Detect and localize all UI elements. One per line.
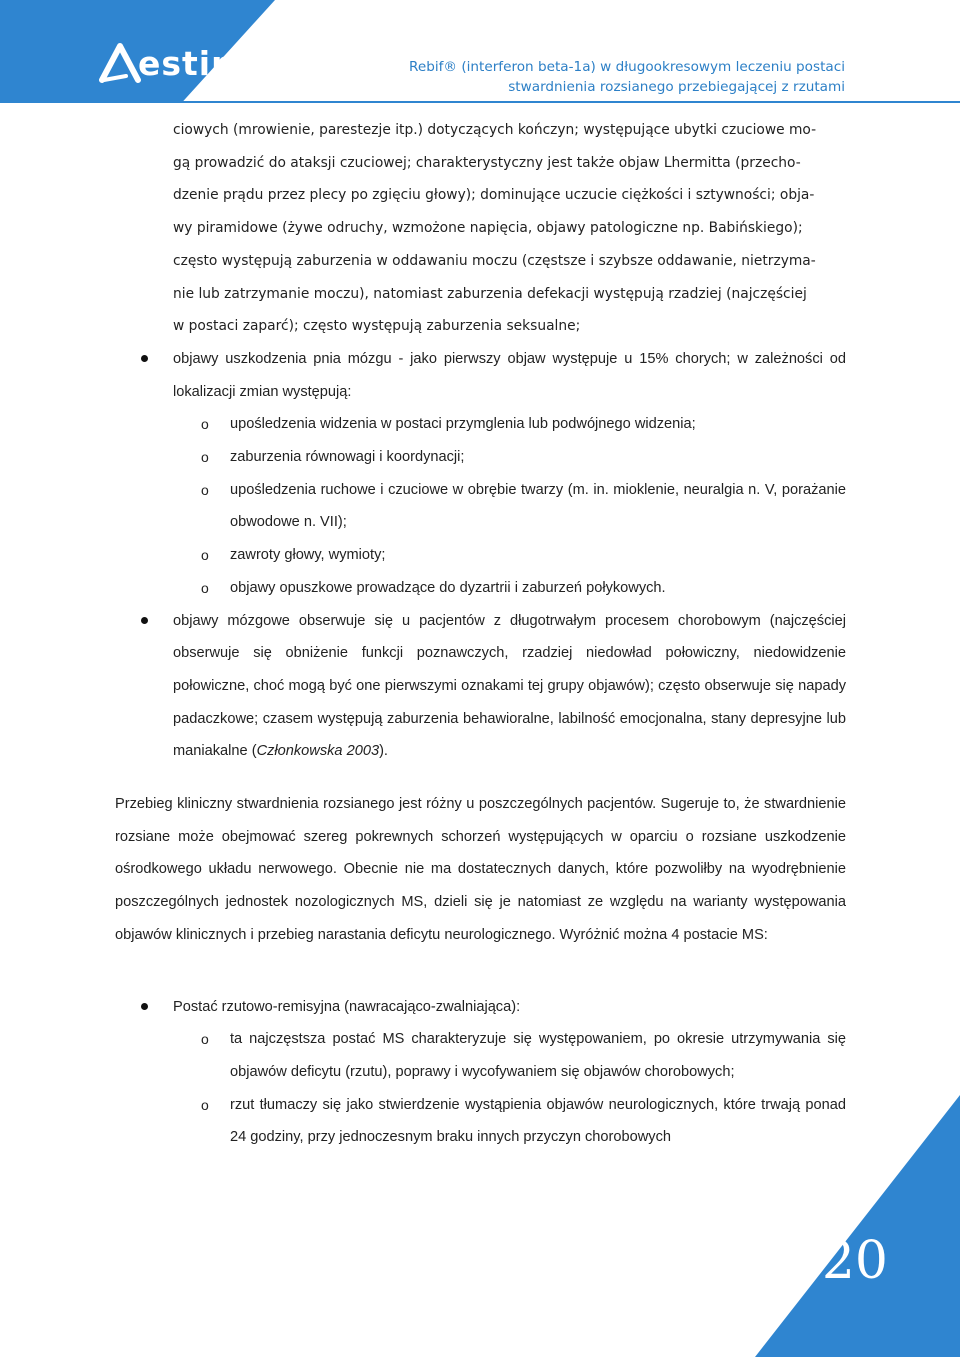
- sublist-item: o zaburzenia równowagi i koordynacji;: [115, 441, 846, 474]
- logo-text: estimo: [138, 43, 271, 83]
- logo: [98, 42, 270, 84]
- body-paragraph: [115, 788, 846, 952]
- text-line: ciowych (mrowienie, parestezje itp.) dotyczących kończyn; występujące ubytki czuciowe mo-: [173, 122, 817, 138]
- text-line: gą prowadzić do ataksji czuciowej; charakterystyczny jest także objaw Lhermitta (przecho-: [173, 154, 801, 171]
- rr-sublist: [115, 1023, 846, 1154]
- list-item-text: Postać rzutowo-remisyjna (nawracająco-zwalniająca):: [173, 998, 521, 1015]
- header-title-line2: stwardnienia rozsianego przebiegającej z rzutami: [508, 79, 845, 95]
- list-item-text: objawy uszkodzenia pnia mózgu - jako pierwszy objaw występuje u 15% chorych; w zależności od lokalizacji zmian występują:: [173, 350, 846, 400]
- text-line: nie lub zatrzymanie moczu), natomiast zaburzenia defekacji występują rzadziej (najczęściej: [173, 285, 807, 302]
- citation: Członkowska 2003: [256, 743, 380, 760]
- sublist-item: o objawy opuszkowe prowadzące do dyzartrii i zaburzeń połykowych.: [115, 572, 846, 605]
- sublist-item: o upośledzenia widzenia w postaci przymglenia lub podwójnego widzenia;: [115, 408, 846, 441]
- header-divider: [0, 101, 960, 103]
- spacer: [115, 972, 846, 991]
- brainstem-sublist: [115, 408, 846, 604]
- logo-lambda-icon: [98, 42, 142, 84]
- text-line: wy piramidowe (żywe odruchy, wzmożone napięcia, objawy patologiczne np. Babińskiego);: [173, 220, 803, 237]
- paragraph-text: Przebieg kliniczny stwardnienia rozsianego jest różny u poszczególnych pacjentów. Sugeruje to, że stwardnienie rozsiane może obejmować szereg pokrewnych schorzeń występujących w oparciu o rozsiane uszkodzenie ośrodkowego układu nerwowego. Obecnie nie ma dostatecznych danych, które pozwoliłby na wyodrębnienie poszczególnych jednostek nozologicznych MS, dzieli się je natomiast ze względu na warianty występowania objawów klinicznych i przebieg narastania deficytu neurologicznego. Wyróżnić można 4 postacie MS:: [115, 796, 846, 943]
- symptom-list: [115, 114, 846, 768]
- sublist-item: o rzut tłumaczy się jako stwierdzenie wystąpienia objawów neurologicznych, które trwają ponad 24 godziny, przy jednoczesnym braku innych przyczyn chorobowych: [115, 1089, 846, 1154]
- list-item-cerebral: [115, 605, 846, 769]
- document-header-title: [365, 57, 845, 97]
- text-line: w postaci zaparć); często występują zaburzenia seksualne;: [173, 318, 581, 335]
- sublist-item: o upośledzenia ruchowe i czuciowe w obrębie twarzy (m. in. mioklenie, neuralgia n. V, porażanie obwodowe n. VII);: [115, 474, 846, 539]
- list-item-text: objawy mózgowe obserwuje się u pacjentów z długotrwałym procesem chorobowym (najczęściej obserwuje się obniżenie funkcji poznawczych, rzadziej niedowład połowiczny, niedowidzenie połowiczne, choć mogą być one pierwszymi oznakami tej grupy objawów); często obserwuje się napady padaczkowe; czasem występują zaburzenia behawioralne, labilność emocjonalna, stany depresyjne lub maniakalne (: [173, 612, 846, 760]
- ms-forms-list: [115, 991, 846, 1155]
- text-line: często występują zaburzenia w oddawaniu moczu (częstsze i szybsze oddawanie, nietrzyma-: [173, 252, 816, 269]
- list-item-relapsing-remitting: [115, 991, 846, 1155]
- header-title-line1: Rebif® (interferon beta-1a) w długookresowym leczeniu postaci: [409, 59, 845, 75]
- list-item-brainstem: [115, 343, 846, 605]
- list-item-continued: [115, 114, 846, 343]
- text-line: dzenie prądu przez plecy po zgięciu głowy); dominujące uczucie ciężkości i sztywności; obja-: [173, 187, 815, 204]
- list-item-text-end: ).: [379, 743, 388, 760]
- sublist-item: o ta najczęstsza postać MS charakteryzuje się występowaniem, po okresie utrzymywania się objawów deficytu (rzutu), poprawy i wycofywaniem się objawów chorobowych;: [115, 1023, 846, 1088]
- page-number: 20: [821, 1231, 888, 1291]
- sublist-item: o zawroty głowy, wymioty;: [115, 539, 846, 572]
- page-content: [115, 114, 846, 1154]
